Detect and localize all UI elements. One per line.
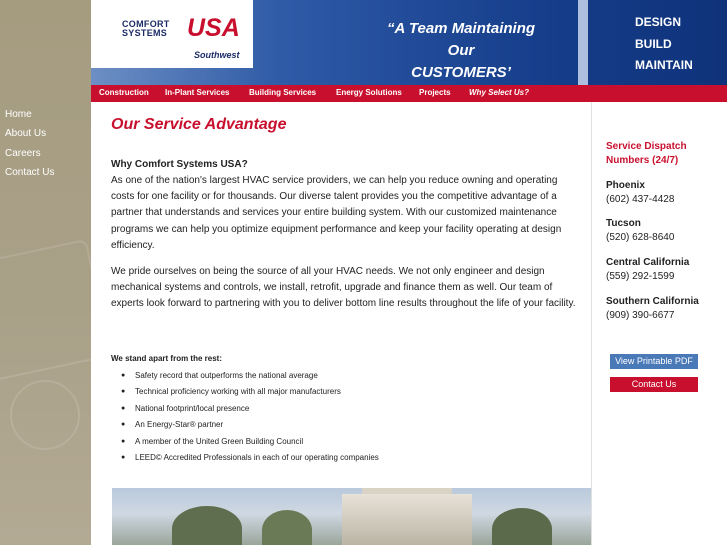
building-photo	[112, 488, 592, 545]
list-item: ● Safety record that outperforms the national average	[121, 368, 379, 384]
main-content	[91, 102, 591, 545]
advantages-list	[121, 368, 379, 466]
sidebar-item-home[interactable]: Home	[5, 109, 32, 120]
view-pdf-button[interactable]: View Printable PDF	[610, 354, 698, 369]
nav-building-services[interactable]: Building Services	[249, 88, 317, 97]
nav-projects[interactable]: Projects	[419, 88, 451, 97]
nav-in-plant-services[interactable]: In-Plant Services	[165, 88, 230, 97]
page-title: Our Service Advantage	[111, 116, 287, 133]
arrow-decor	[578, 0, 588, 85]
sidebar-decor	[0, 239, 91, 381]
paragraph: We pride ourselves on being the source of all your HVAC needs. We not only engineer and design mechanical systems and controls, we install, retrofit, upgrade and finance them as well. Our team of experts look forward to partnering with you to deliver bottom line results throughout the life of your facility.	[111, 266, 576, 310]
logo-usa: USA	[187, 14, 240, 42]
sidebar-item-about-us[interactable]: About Us	[5, 128, 47, 140]
right-sidebar	[591, 102, 727, 545]
list-heading: We stand apart from the rest:	[111, 354, 222, 363]
location-tucson: Tucson (520) 628-8640	[606, 218, 675, 243]
slogan: DESIGN BUILD MAINTAIN	[635, 15, 693, 72]
location-central-california: Central California (559) 292-1599	[606, 257, 690, 282]
nav-energy-solutions[interactable]: Energy Solutions	[336, 88, 402, 97]
list-item: ● An Energy-Star® partner	[121, 417, 379, 433]
sidebar-nav	[5, 105, 54, 182]
company-logo[interactable]	[91, 0, 253, 68]
list-item: ● A member of the United Green Building Council	[121, 434, 379, 450]
logo-text: COMFORT SYSTEMS	[122, 19, 170, 38]
list-item: ● National footprint/local presence	[121, 401, 379, 417]
sidebar	[0, 0, 91, 545]
intro-heading: Why Comfort Systems USA?	[111, 159, 248, 170]
header-banner	[91, 0, 727, 85]
paragraph: As one of the nation's largest HVAC service providers, we can help you reduce owning and operating costs for one facility or for thousands. Our diverse talent provides you the competitive advantage of a partner that understands and services your entire building system. With our customized maintenance programs we can help you optimize equipment performance and keep your facility operating at design efficiency.	[111, 175, 562, 251]
sidebar-decor	[10, 380, 80, 450]
sidebar-item-contact-us[interactable]: Contact Us	[5, 166, 55, 178]
location-phoenix: Phoenix (602) 437-4428	[606, 180, 675, 205]
top-nav	[91, 85, 727, 102]
header-tagline: “A Team Maintaining Our CUSTOMERS’	[386, 20, 536, 81]
sidebar-item-careers[interactable]: Careers	[5, 147, 41, 159]
list-item: ● Technical proficiency working with all major manufacturers	[121, 384, 379, 400]
contact-us-button[interactable]: Contact Us	[610, 377, 698, 392]
dispatch-heading: Service Dispatch Numbers (24/7)	[606, 141, 687, 166]
location-southern-california: Southern California (909) 390-6677	[606, 296, 699, 321]
list-item: ● LEED© Accredited Professionals in each of our operating companies	[121, 450, 379, 466]
logo-subtitle: Southwest	[194, 50, 240, 60]
nav-construction[interactable]: Construction	[99, 88, 149, 97]
nav-why-select-us[interactable]: Why Select Us?	[469, 88, 530, 97]
